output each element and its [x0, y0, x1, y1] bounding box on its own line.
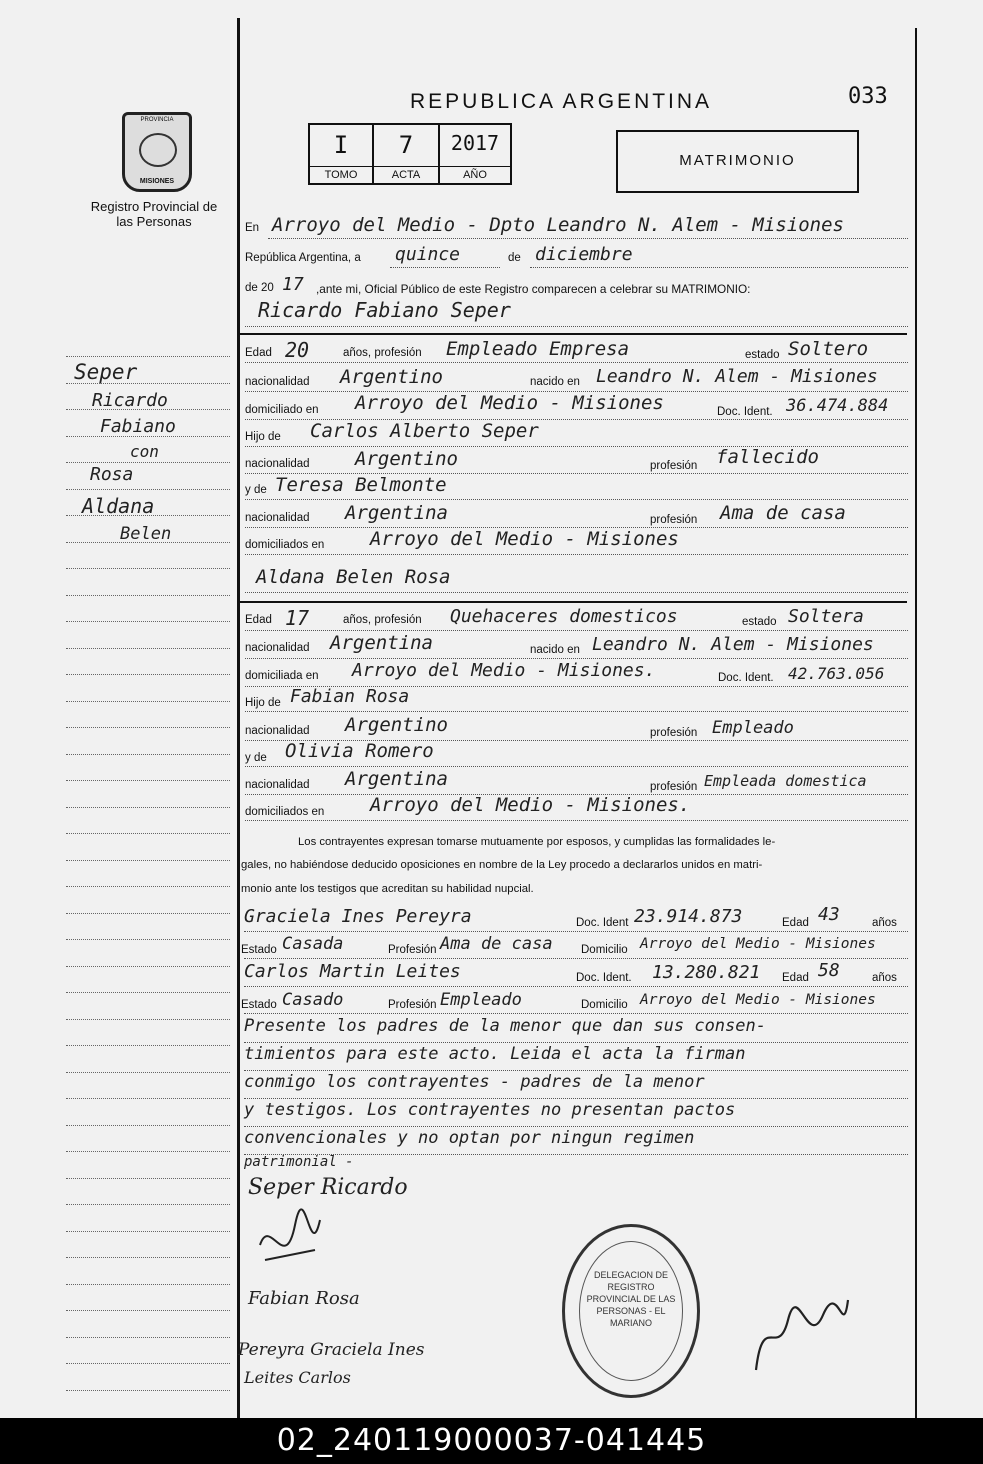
anio-label: AÑO	[440, 166, 510, 183]
document-type: MATRIMONIO	[679, 152, 796, 169]
margin-ruled-line	[66, 1045, 230, 1046]
witness2-estado: Casado	[282, 990, 344, 1010]
witness2-doc-label: Doc. Ident.	[576, 972, 632, 984]
margin-ruled-line	[66, 409, 230, 410]
margin-ruled-line	[66, 1151, 230, 1152]
witness1-dom-label: Domicilio	[581, 944, 628, 956]
margin-ruled-line	[66, 1072, 230, 1073]
bride-section-rule	[240, 601, 907, 603]
witness2-profesion: Empleado	[440, 990, 522, 1010]
logo-bottom-text: MISIONES	[139, 178, 175, 185]
margin-note-7: Belen	[120, 524, 172, 544]
page-number: 033	[848, 84, 888, 109]
margin-ruled-line	[66, 1204, 230, 1205]
margin-ruled-line	[66, 1125, 230, 1126]
groom-domicilio: Arroyo del Medio - Misiones	[355, 392, 664, 414]
witness1-edad: 43	[818, 904, 840, 925]
groom-padre-prof: fallecido	[716, 446, 819, 468]
stamp-text: DELEGACION DE REGISTRO PROVINCIAL DE LAS PERSONAS - EL MARIANO	[586, 1270, 676, 1328]
margin-note-5: Rosa	[90, 464, 134, 485]
groom-madre: Teresa Belmonte	[275, 474, 447, 496]
groom-padre-prof-label: profesión	[650, 460, 698, 472]
note-line-4-rule	[244, 1126, 908, 1127]
bride-madre: Olivia Romero	[285, 740, 434, 762]
groom-name-line	[245, 326, 908, 327]
margin-ruled-line	[66, 595, 230, 596]
groom-estado-label: estado	[745, 349, 780, 361]
groom-madre-nac: Argentina	[345, 502, 448, 524]
witness1-row1-line	[244, 931, 908, 932]
document-type-box	[616, 130, 859, 193]
groom-anios-prof-label: años, profesión	[343, 347, 422, 359]
bride-name-line	[245, 592, 908, 593]
margin-ruled-line	[66, 860, 230, 861]
groom-nacido-en: Leandro N. Alem - Misiones	[596, 366, 878, 387]
witness1-anios: años	[872, 917, 897, 929]
witness1-prof-label: Profesión	[388, 944, 437, 956]
margin-note-2: Ricardo	[92, 390, 168, 411]
margin-ruled-line	[66, 939, 230, 940]
groom-row1-line	[245, 362, 908, 363]
margin-ruled-line	[66, 1284, 230, 1285]
day-line	[390, 267, 500, 268]
bride-row1-line	[245, 630, 908, 631]
bride-madre-nac-label: nacionalidad	[245, 779, 310, 791]
margin-ruled-line	[66, 1178, 230, 1179]
republic-label: República Argentina, a	[245, 252, 361, 264]
margin-ruled-line	[66, 701, 230, 702]
witness1-doc: 23.914.873	[634, 906, 743, 927]
witness2-prof-label: Profesión	[388, 999, 437, 1011]
margin-ruled-line	[66, 436, 230, 437]
margin-note-1: Seper	[74, 360, 138, 384]
bride-padres-dom: Arroyo del Medio - Misiones.	[370, 794, 691, 816]
signature-groom: Seper Ricardo	[248, 1175, 408, 1200]
margin-ruled-line	[66, 674, 230, 675]
bride-estado-label: estado	[742, 616, 777, 628]
groom-padre-nac: Argentino	[355, 448, 458, 470]
anio-cell	[438, 123, 512, 185]
margin-ruled-line	[66, 621, 230, 622]
bride-doc-label: Doc. Ident.	[718, 672, 774, 684]
witness1-row2-line	[244, 958, 908, 959]
groom-doc-label: Doc. Ident.	[717, 406, 773, 418]
margin-ruled-line	[66, 1098, 230, 1099]
note-line-3-rule	[244, 1098, 908, 1099]
bride-madre-prof: Empleada domestica	[704, 772, 867, 790]
place-line	[268, 238, 908, 239]
groom-padre-nac-label: nacionalidad	[245, 458, 310, 470]
signature-witness2: Leites Carlos	[244, 1368, 351, 1387]
margin-ruled-line	[66, 1019, 230, 1020]
witness2-row2-line	[244, 1013, 908, 1014]
acta-value: 7	[398, 131, 414, 159]
groom-madre-prof: Ama de casa	[720, 502, 846, 524]
groom-madre-prof-label: profesión	[650, 514, 698, 526]
bride-name: Aldana Belen Rosa	[256, 566, 451, 588]
groom-edad: 20	[285, 338, 310, 362]
month-line	[530, 267, 908, 268]
margin-ruled-line	[66, 356, 230, 357]
margin-ruled-line	[66, 515, 230, 516]
month-value: diciembre	[535, 244, 633, 265]
witness2-edad: 58	[818, 960, 840, 981]
bride-row2-line	[245, 658, 908, 659]
logo-top-text: PROVINCIA	[140, 117, 174, 123]
statement-line-2: gales, no habiéndose deducido oposiciones en nombre de la Ley procedo a declararlos unidos en matri-	[241, 859, 763, 871]
margin-ruled-line	[66, 648, 230, 649]
witness1-name: Graciela Ines Pereyra	[244, 906, 472, 927]
groom-estado: Soltero	[788, 338, 869, 360]
note-line-1: Presente los padres de la menor que dan sus consen-	[244, 1016, 766, 1036]
bride-padre-prof: Empleado	[712, 718, 794, 738]
bride-estado: Soltera	[788, 606, 864, 627]
signature-father: Fabian Rosa	[248, 1288, 360, 1309]
note-line-4: y testigos. Los contrayentes no presentan pactos	[244, 1100, 736, 1120]
bride-padre-prof-label: profesión	[650, 727, 698, 739]
bride-dom-label: domiciliada en	[245, 670, 319, 682]
margin-ruled-line	[66, 1257, 230, 1258]
witness1-domicilio: Arroyo del Medio - Misiones	[640, 936, 876, 952]
bride-nacido-label: nacido en	[530, 644, 580, 656]
margin-note-4: con	[130, 442, 159, 461]
note-line-1-rule	[244, 1042, 908, 1043]
statement-line-1: Los contrayentes expresan tomarse mutuamente por esposos, y cumplidas las formalidades le-	[298, 836, 776, 848]
bride-edad: 17	[285, 606, 310, 630]
signature-witness1: Pereyra Graciela Ines	[238, 1340, 425, 1360]
margin-ruled-line	[66, 489, 230, 490]
margin-ruled-line	[66, 1231, 230, 1232]
groom-row6-line	[245, 499, 908, 500]
bride-row8-line	[245, 820, 908, 821]
groom-nacionalidad: Argentino	[340, 366, 443, 388]
witness1-edad-label: Edad	[782, 917, 809, 929]
witness1-doc-label: Doc. Ident	[576, 917, 629, 929]
groom-nac-label: nacionalidad	[245, 376, 310, 388]
bride-padre: Fabian Rosa	[290, 686, 410, 707]
groom-name: Ricardo Fabiano Seper	[258, 298, 511, 322]
witness1-estado: Casada	[282, 934, 344, 954]
groom-row8-line	[245, 554, 908, 555]
place-value: Arroyo del Medio - Dpto Leandro N. Alem - Misiones	[272, 214, 844, 236]
bride-nac-label: nacionalidad	[245, 642, 310, 654]
groom-dom-label: domiciliado en	[245, 404, 319, 416]
acta-cell	[372, 123, 440, 185]
margin-ruled-line	[66, 1337, 230, 1338]
margin-note-3: Fabiano	[100, 416, 176, 437]
margin-ruled-line	[66, 568, 230, 569]
margin-ruled-line	[66, 966, 230, 967]
ante-text: ,ante mi, Oficial Público de este Registro comparecen a celebrar su MATRIMONIO:	[316, 282, 751, 296]
witness2-anios: años	[872, 972, 897, 984]
bride-padre-nac-label: nacionalidad	[245, 725, 310, 737]
province-seal-logo	[122, 112, 192, 192]
margin-ruled-line	[66, 1363, 230, 1364]
tomo-label: TOMO	[310, 166, 372, 183]
year-suffix: 17	[282, 274, 304, 295]
month-label: de	[508, 252, 521, 264]
groom-profesion: Empleado Empresa	[446, 338, 630, 360]
tomo-cell	[308, 123, 374, 185]
margin-ruled-line	[66, 542, 230, 543]
country-title: REPUBLICA ARGENTINA	[410, 90, 713, 113]
witness1-estado-label: Estado	[241, 944, 277, 956]
bride-anios-prof-label: años, profesión	[343, 614, 422, 626]
margin-ruled-line	[66, 886, 230, 887]
margin-ruled-line	[66, 807, 230, 808]
tomo-value: I	[333, 131, 349, 159]
bride-madre-nac: Argentina	[345, 768, 448, 790]
right-frame-line	[915, 28, 917, 1418]
margin-ruled-line	[66, 780, 230, 781]
margin-ruled-line	[66, 913, 230, 914]
left-frame-line	[237, 18, 240, 1418]
footer-id: 02_240119000037-041445	[0, 1418, 983, 1464]
en-label: En	[245, 222, 260, 234]
logo-emblem	[139, 133, 177, 167]
bride-domicilio: Arroyo del Medio - Misiones.	[352, 660, 656, 681]
witness2-estado-label: Estado	[241, 999, 277, 1011]
margin-ruled-line	[66, 833, 230, 834]
note-line-5: convencionales y no optan por ningun regimen	[244, 1128, 695, 1148]
groom-section-rule	[240, 333, 907, 335]
bride-yde-label: y de	[245, 752, 267, 764]
witness2-doc: 13.280.821	[652, 962, 761, 983]
margin-ruled-line	[66, 1390, 230, 1391]
bride-padres-dom-label: domiciliados en	[245, 806, 325, 818]
margin-ruled-line	[66, 462, 230, 463]
bride-doc: 42.763.056	[788, 664, 885, 683]
groom-padres-dom-label: domiciliados en	[245, 539, 325, 551]
official-signature	[748, 1290, 858, 1380]
margin-ruled-line	[66, 383, 230, 384]
note-line-2: timientos para este acto. Leida el acta la firman	[244, 1044, 746, 1064]
bride-padre-nac: Argentino	[345, 714, 448, 736]
year-prefix: de 20	[245, 282, 274, 294]
registry-name: Registro Provincial de las Personas	[90, 199, 218, 229]
margin-ruled-line	[66, 754, 230, 755]
bride-profesion: Quehaceres domesticos	[450, 606, 678, 627]
signature-scribble	[250, 1205, 330, 1285]
groom-hijo-label: Hijo de	[245, 431, 281, 443]
statement-line-3: monio ante los testigos que acreditan su habilidad nupcial.	[241, 883, 534, 895]
groom-madre-nac-label: nacionalidad	[245, 512, 310, 524]
groom-padre: Carlos Alberto Seper	[310, 420, 539, 442]
witness2-name: Carlos Martin Leites	[244, 961, 461, 982]
bride-row4-line	[245, 711, 908, 712]
note-line-6: patrimonial -	[244, 1154, 354, 1170]
witness2-edad-label: Edad	[782, 972, 809, 984]
groom-edad-label: Edad	[245, 347, 272, 359]
witness1-profesion: Ama de casa	[440, 934, 553, 954]
witness2-row1-line	[244, 986, 908, 987]
witness2-domicilio: Arroyo del Medio - Misiones	[640, 992, 876, 1008]
groom-doc: 36.474.884	[786, 396, 889, 416]
bride-hijo-label: Hijo de	[245, 697, 281, 709]
margin-ruled-line	[66, 727, 230, 728]
day-value: quince	[395, 244, 461, 265]
bride-nacionalidad: Argentina	[330, 632, 433, 654]
groom-yde-label: y de	[245, 484, 267, 496]
anio-value: 2017	[450, 131, 500, 155]
note-line-3: conmigo los contrayentes - padres de la menor	[244, 1072, 705, 1092]
margin-ruled-line	[66, 992, 230, 993]
official-stamp	[562, 1224, 700, 1398]
bride-row6-line	[245, 766, 908, 767]
bride-madre-prof-label: profesión	[650, 781, 698, 793]
bride-edad-label: Edad	[245, 614, 272, 626]
margin-ruled-line	[66, 1310, 230, 1311]
note-line-2-rule	[244, 1070, 908, 1071]
groom-nacido-label: nacido en	[530, 376, 580, 388]
acta-label: ACTA	[374, 166, 438, 183]
bride-nacido-en: Leandro N. Alem - Misiones	[592, 634, 874, 655]
witness2-dom-label: Domicilio	[581, 999, 628, 1011]
groom-padres-dom: Arroyo del Medio - Misiones	[370, 528, 679, 550]
margin-note-6: Aldana	[82, 494, 155, 518]
